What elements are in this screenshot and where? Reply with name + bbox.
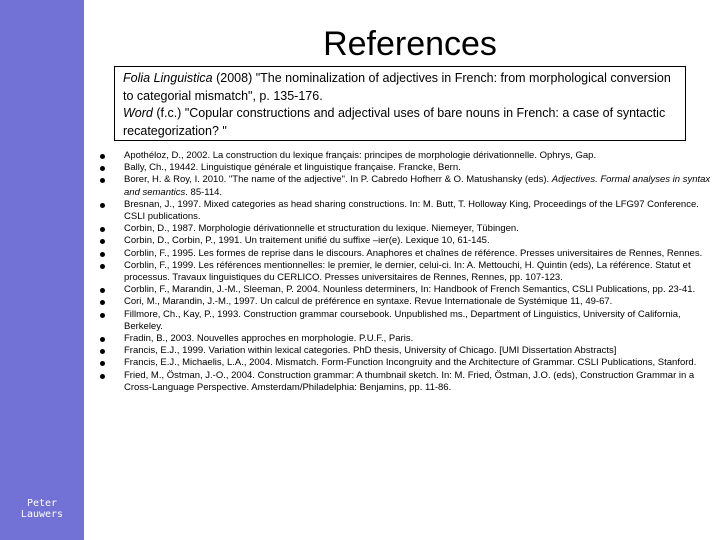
reference-item <box>100 150 720 162</box>
reference-item <box>100 199 720 223</box>
reference-item <box>100 248 720 260</box>
reference-text: Fradin, B., 2003. Nouvelles approches en morphologie. P.U.F., Paris. <box>124 333 414 345</box>
bullet-icon <box>100 288 105 293</box>
reference-item <box>100 162 720 174</box>
bullet-icon <box>100 264 105 269</box>
publication-entry <box>123 70 677 105</box>
sidebar-band <box>0 0 84 540</box>
reference-item <box>100 345 720 357</box>
publication-entry <box>123 105 677 140</box>
reference-item <box>100 333 720 345</box>
journal-name: Word <box>123 106 153 120</box>
reference-text: Francis, E.J., 1999. Variation within lexical categories. PhD thesis, University of Chicago. [UMI Dissertation Abstracts] <box>124 345 617 357</box>
bullet-icon <box>100 178 105 183</box>
bullet-icon <box>100 313 105 318</box>
reference-item <box>100 370 720 394</box>
reference-item <box>100 296 720 308</box>
reference-item <box>100 260 720 284</box>
journal-name: Folia Linguistica <box>123 71 213 85</box>
reference-item <box>100 174 720 198</box>
bullet-icon <box>100 166 105 171</box>
reference-item <box>100 284 720 296</box>
author-name <box>0 498 84 520</box>
reference-item <box>100 309 720 333</box>
reference-text: Francis, E.J., Michaelis, L.A., 2004. Mismatch. Form-Function Incongruity and the Architecture of Grammar. CSLI Publications, Stanford. <box>124 357 697 369</box>
bullet-icon <box>100 203 105 208</box>
reference-item <box>100 223 720 235</box>
bullet-icon <box>100 349 105 354</box>
publication-details: (2008) "The nominalization of adjectives in French: from morphological conversion to categorial mismatch", p. 135-176. <box>123 71 671 103</box>
reference-text: Bresnan, J., 1997. Mixed categories as head sharing constructions. In: M. Butt, T. Holloway King, Proceedings of the LFG97 Conference. CSLI publications. <box>124 198 699 223</box>
slide-title: References <box>323 25 497 63</box>
reference-title-italic: Adjectives. Formal analyses in syntax and semantics <box>124 174 711 198</box>
reference-text: Fillmore, Ch., Kay, P., 1993. Construction grammar coursebook. Unpublished ms., Department of Linguistics, University of California, Berkeley. <box>124 308 681 332</box>
bullet-icon <box>100 252 105 257</box>
reference-text: Corbin, D., Corbin, P., 1991. Un traitement unifié du suffixe –ier(e). Lexique 10, 61-145. <box>124 235 490 247</box>
reference-text: Cori, M., Marandin, J.-M., 1997. Un calcul de préférence en syntaxe. Revue Internationale de Systémique 11, 49-67. <box>124 296 613 308</box>
bullet-icon <box>100 374 105 379</box>
reference-text: Corblin, F., 1995. Les formes de reprise dans le discours. Anaphores et chaînes de référence. Presses universitaires de Rennes, Rennes. <box>124 247 703 259</box>
bullet-icon <box>100 337 105 342</box>
reference-text: Borer, H. & Roy, I. 2010. "The name of the adjective". In P. Cabredo Hofherr & O. Matushansky (eds). <box>124 174 552 186</box>
reference-list <box>100 150 720 394</box>
author-last-name: Lauwers <box>20 509 64 520</box>
bullet-icon <box>100 300 105 305</box>
publication-box <box>114 66 686 141</box>
bullet-icon <box>100 239 105 244</box>
publication-details: (f.c.) "Copular constructions and adjectival uses of bare nouns in French: a case of syntactic recategorization? " <box>123 106 666 138</box>
reference-text: Apothéloz, D., 2002. La construction du lexique français: principes de morphologie dérivationnelle. Ophrys, Gap. <box>124 150 597 161</box>
bullet-icon <box>100 361 105 366</box>
reference-item <box>100 357 720 369</box>
author-first-name: Peter <box>26 498 58 509</box>
reference-text: Bally, Ch., 19442. Linguistique générale et linguistique française. Francke, Bern. <box>124 162 461 174</box>
reference-text-tail: . 85-114. <box>185 186 223 198</box>
bullet-icon <box>100 227 105 232</box>
reference-text: Corblin, F., 1999. Les références mentionnelles: le premier, le dernier, celui-ci. In: A. Mettouchi, H. Quintin (eds), La référence. Statut et processus. Travaux linguistiques du CERLICO. Presses universitaires de Rennes, Rennes, pp. 107-123. <box>124 259 691 284</box>
reference-text: Fried, M., Östman, J.-O., 2004. Construction grammar: A thumbnail sketch. In: M. Fried, Östman, J.O. (eds), Construction Grammar in a Cross-Language Perspective. Amsterdam/Philadelphia: Benjamins, pp. 11-86. <box>124 369 695 393</box>
reference-item <box>100 235 720 247</box>
reference-text: Corblin, F., Marandin, J.-M., Sleeman, P. 2004. Nounless determiners, In: Handbook of French Semantics, CSLI Publications, pp. 23-41. <box>124 284 696 296</box>
reference-text: Corbin, D., 1987. Morphologie dérivationnelle et structuration du lexique. Niemeyer, Tübingen. <box>124 223 519 235</box>
bullet-icon <box>100 154 105 159</box>
